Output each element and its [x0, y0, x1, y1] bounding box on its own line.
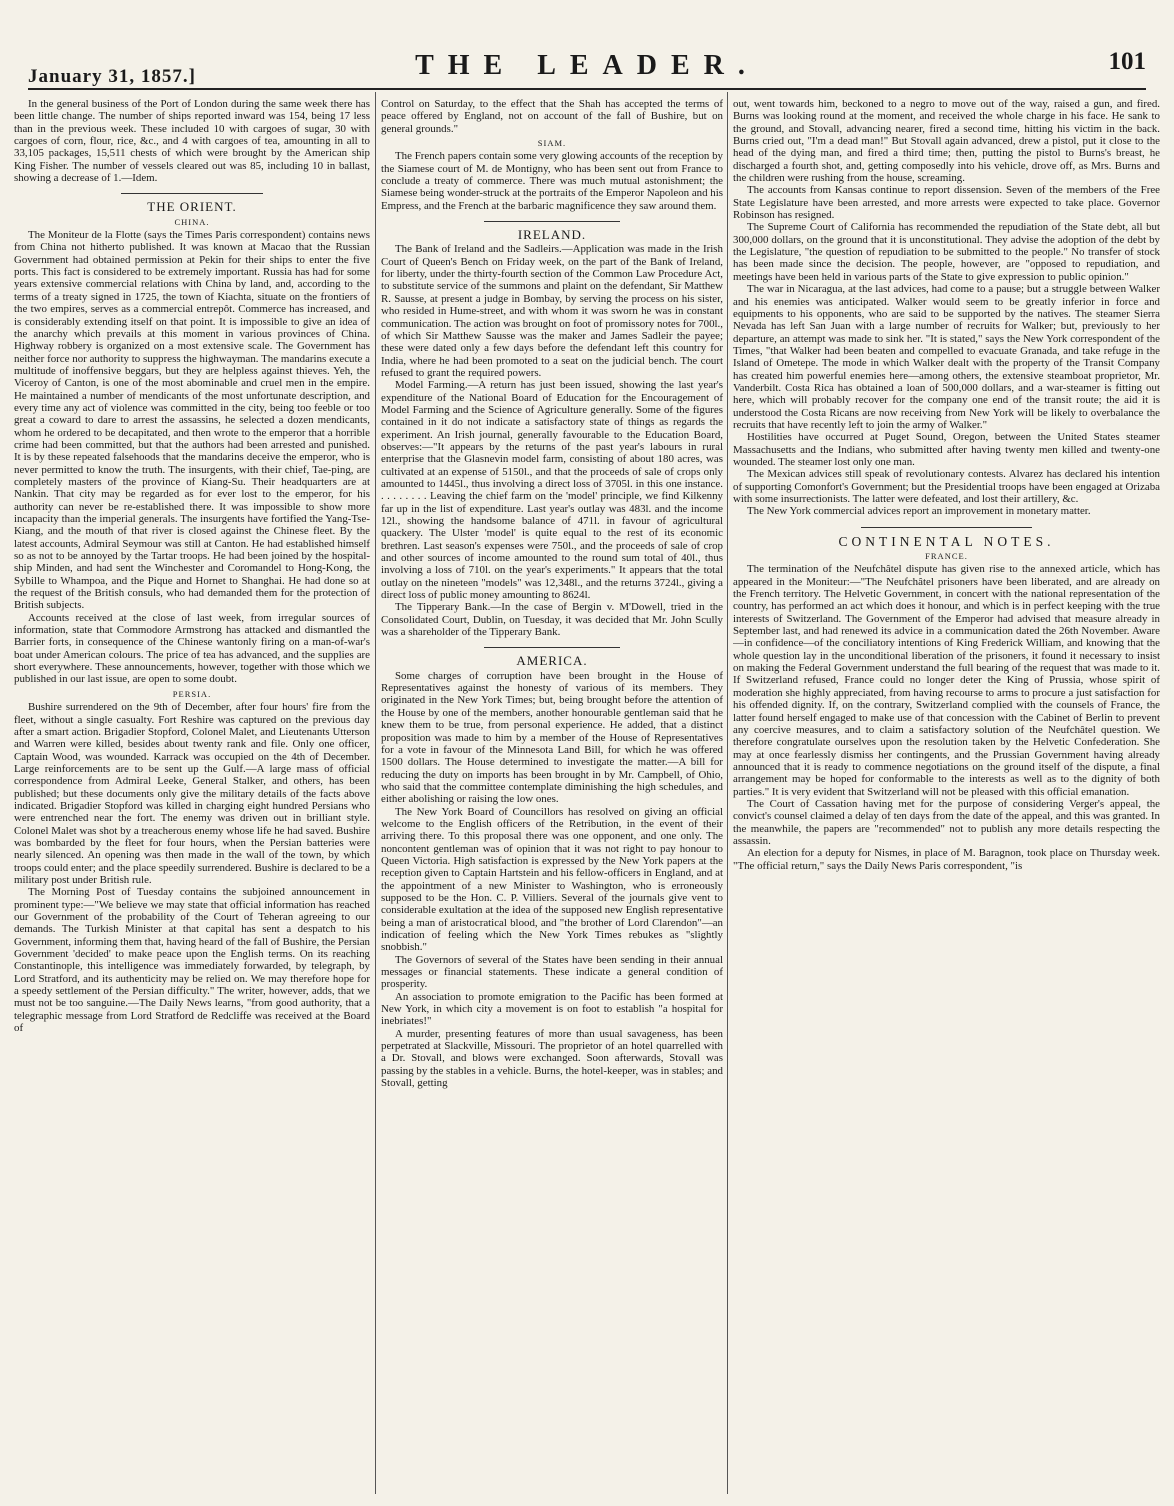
page-number: 101: [1108, 48, 1146, 75]
column-1: [14, 98, 370, 1496]
continued-paragraph: Control on Saturday, to the effect that the Shah has accepted the terms of peace offered by England, not on account of the fall of Bushire, but on general grounds.": [381, 98, 723, 135]
port-of-london-paragraph: In the general business of the Port of London during the same week there has been little change. The number of ships reported inward was 154, being 17 less than in the previous week. These included 10 with cargoes of sugar, 30 with cargoes of corn, flour, rice, &c., and 4 with cargoes of tea, amounting in all to 33,105 packages, 15,511 chests of which were brought by the American ship King Fisher. The number of vessels cleared out was 85, including 10 in ballast, showing a decrease of 1.—Idem.: [14, 98, 370, 185]
section-rule: [121, 193, 263, 194]
column-2: [381, 98, 723, 1496]
newspaper-title: THE LEADER.: [415, 50, 759, 81]
section-rule: [861, 527, 1032, 528]
column-divider: [727, 92, 728, 1494]
continued-paragraph: out, went towards him, beckoned to a negro to move out of the way, raised a gun, and fired. Burns was looking round at the moment, and received the whole charge in his face. He sank to the ground, and Stovall, advancing nearer, fired a second time, hitting his victim in the back. Burns cried out, "I'm a dead man!" But Stovall again advanced, drew a pistol, put it close to the head of the dying man, and fired a third time; then, putting the pistol to Burns's breast, he discharged a fourth shot, and, getting composedly into his vehicle, drove off, as Mrs. Burns and the children were rushing from the house, screaming.: [733, 98, 1160, 185]
article-paragraph: The Bank of Ireland and the Sadleirs.—Application was made in the Irish Court of Queen's Bench on Friday week, on the part of the Bank of Ireland, for liberty, under the thirty-fourth section of the Common Law Procedure Act, to substitute service of the summons and plaint on the defendant, Sir Matthew R. Sausse, at present a judge in Bombay, by serving the process on his sister, who resided in Hume-street, and with whom it was sworn he was in constant communication. The action was brought on foot of promissory notes for 700l., of which Sir Matthew Sausse was the maker and James Sadleir the payee; these were dated only a few days before the defendant left this country for India, where he had been promoted to a seat on the judicial bench. The court refused to grant the required powers.: [381, 243, 723, 379]
article-paragraph: The termination of the Neufchâtel dispute has given rise to the annexed article, which has appeared in the Moniteur:—"The Neufchâtel prisoners have been liberated, and are already on the French territory. The Helvetic Government, in concert with the national representation of the country, has performed an act which does it honour, and which is in perfect keeping with the true interests of Switzerland. The Government of the Emperor had advised that measure already in September last, and had renewed its advice in a communication dated the 26th November. Aware—in confidence—of the conciliatory intentions of King Frederick William, and knowing that the whole question lay in the unconditional liberation of the prisoners, it found it necessary to insist on making the Federal Government understand the full bearing of the request that was made to it. If Switzerland refused, France could no longer deter the King of Prussia, whose spirit of moderation she highly appreciated, from having recourse to arms to procure a just satisfaction for his offended dignity. If, on the contrary, Switzerland complied with the counsels of France, the latter found herself engaged to make use of that concession with the Cabinet of Berlin to prevent any coercive measures, and to claim a satisfactory solution of the Neufchâtel question. We therefore congratulate ourselves upon the resolution taken by the Helvetic Confederation. She may at once fearlessly dismiss her contingents, and the Prussian Government having already announced that it is ready to commence negotiations on the ground itself of the dispute, a final arrangement may be hoped for conformable to the interests as well as to the dignity of both parties." It is very evident that Switzerland will not be pleased with this official emanation.: [733, 563, 1160, 798]
article-paragraph: The Moniteur de la Flotte (says the Times Paris correspondent) contains news from China not hitherto published. It was known at Macao that the Russian Government had obtained permission at Pekin for their ships to enter the five ports. This fact is considered to be extremely important. Russia has had for some years extensive commercial relations with China by land, and, according to the terms of a treaty signed in 1725, the town of Kiachta, situate on the frontiers of the two empires, serves as a commercial entrepôt. Commerce has increased, and is considerably extending itself on that point. It is impossible to give an idea of the anarchy which prevails at this moment in various provinces of China. Highway robbery is organized on a most extensive scale. The Government has neither force nor authority to suppress the highwayman. The mandarins execute a multitude of inoffensive beggars, but they are helpless against thieves. Yeh, the Viceroy of Canton, is one of the most abominable and cruel men in the empire. He maintained a number of mendicants of the most unfortunate description, and every time any act of violence was committed in the city, being too feeble or too great a coward to dare to arrest the assassins, he selected a dozen mendicants, whom he ordered to be decapitated, and then wrote to the emperor that a horrible crime had been committed, but that the authors had been arrested and punished. It is by these repeated falsehoods that the mandarins deceive the emperor, who is never permitted to know the truth. The insurgents, with their chief, Tae-ping, are completely masters of the province of Kiang-Su. Their headquarters are at Nankin. That city may be regarded as for ever lost to the emperor, for his authority can never be re-established there. It was impossible to show more incapacity than the imperial generals. The insurgents have fortified the Yang-Tse-Kiang, and the mouth of that river is closed against the Chinese fleet. By the latest accounts, Admiral Seymour was still at Canton. He had established himself so as not to be annoyed by the Tartar troops. He had been joined by the hospital-ship Minden, and had sent the Winchester and Coromandel to Hong-Kong, the Sybille to Whampoa, and the Pique and Hornet to Shanghai. He had done so at the request of the British consuls, who had demanded them for the protection of British subjects.: [14, 229, 370, 612]
article-paragraph: The Governors of several of the States have been sending in their annual messages or financial statements. These indicate a general condition of prosperity.: [381, 953, 723, 991]
article-paragraph: Hostilities have occurred at Puget Sound, Oregon, between the United States steamer Massachusetts and the Indians, who submitted after having twenty men killed and twenty-one wounded. The steamer lost only one man.: [733, 431, 1160, 468]
section-rule: [484, 221, 621, 222]
article-paragraph: The Tipperary Bank.—In the case of Bergin v. M'Dowell, tried in the Consolidated Court, Dublin, on Tuesday, it was decided that Mr. John Scully was a shareholder of the Tipperary Bank.: [381, 601, 723, 639]
article-paragraph: A murder, presenting features of more than usual savageness, has been perpetrated at Slackville, Missouri. The proprietor of an hotel quarrelled with a Dr. Stovall, and blows were exchanged. Soon afterwards, Stovall was passing by the stables in a vehicle. Burns, the hotel-keeper, was in stables; and Stovall, getting: [381, 1027, 723, 1090]
article-paragraph: Bushire surrendered on the 9th of December, after four hours' fire from the fleet, without a single casualty. Fort Reshire was captured on the previous day after a smart action. Brigadier Stopford, Colonel Malet, and Lieutenants Utterson and Warren were killed, besides about twenty rank and file. Only one officer, Captain Wood, was wounded. Karrack was occupied on the 4th of December. Large reinforcements are to be sent up the Gulf.—A large mass of official correspondence from Admiral Leeke, General Stalker, and others, has been published; but these documents only give the military details of the facts above indicated. Brigadier Stopford was killed in charging eight hundred Persians who were entrenched near the fort. The enemy was driven out in brilliant style. Colonel Malet was shot by a treacherous enemy whose life he had saved. Bushire was bombarded by the fleet for four hours, when the Persian batteries were nearly silenced. An opening was then made in the wall of the town, by which troops could enter; and the place speedily surrendered. Bushire is declared to be a military post under British rule.: [14, 701, 370, 886]
column-3: [733, 98, 1160, 1496]
article-paragraph: An election for a deputy for Nismes, in place of M. Baragnon, took place on Thursday week. "The official return," says the Daily News Paris correspondent, "is: [733, 847, 1160, 872]
subheading-china: CHINA.: [174, 216, 210, 227]
masthead-rule: [28, 88, 1146, 90]
section-heading-continental-notes: CONTINENTAL NOTES.: [838, 533, 1055, 549]
article-paragraph: The Mexican advices still speak of revolutionary contests. Alvarez has declared his intention of supporting Comonfort's Government; but the Presidential troops have been engaged at Orizaba with some insurrectionists. The latter were defeated, and lost their artillery, &c.: [733, 468, 1160, 505]
issue-date: January 31, 1857.]: [28, 66, 196, 87]
article-paragraph: The New York Board of Councillors has resolved on giving an official welcome to the English officers of the Retribution, in the event of their arriving there. To this proposal there was one opponent, and one only. The noncontent gentleman was of opinion that it was not right to pay honour to Queen Victoria. High satisfaction is expressed by the New York papers at the reception given to Captain Hartstein and his fellow-officers in England, and at the appointment of a new Minister to Washington, who is erroneously supposed to be the Hon. C. P. Villiers. Several of the journals give vent to considerable exultation at the idea of the supposed new English representative being a man of aristocratical blood, and "the brother of Lord Clarendon"—an indication of feeling which the New York Times rebukes as "slightly snobbish.": [381, 805, 723, 954]
article-paragraph: The Court of Cassation having met for the purpose of considering Verger's appeal, the convict's counsel claimed a delay of ten days from the date of the appeal, and this was granted. In the meanwhile, the papers are "recommended" not to publish any more details respecting the assassin.: [733, 797, 1160, 847]
subheading-persia: PERSIA.: [172, 688, 212, 699]
section-heading-orient: THE ORIENT.: [147, 199, 237, 215]
section-heading-america: AMERICA.: [516, 653, 588, 669]
article-paragraph: An association to promote emigration to the Pacific has been formed at New York, in which city a movement is on foot to establish "a hospital for inebriates!": [381, 990, 723, 1028]
article-paragraph: Accounts received at the close of last week, from irregular sources of information, state that Commodore Armstrong has attacked and dismantled the Barrier forts, in consequence of the Chinese wantonly firing on a man-of-war's boat under American colours. The price of tea has advanced, and the supplies are short everywhere. These announcements, however, together with those which we published in our last issue, are open to some doubt.: [14, 611, 370, 686]
article-paragraph: The Supreme Court of California has recommended the repudiation of the State debt, all but 300,000 dollars, on the ground that it is unconstitutional. They advise the adoption of the debt by the Legislature, "the question of repudiation to be submitted to the people." No transfer of stock has been made since the decision. The people, however, are "opposed to repudiation, and meetings have been held in various parts of the State to give expression to public opinion.": [733, 221, 1160, 283]
article-paragraph: The Morning Post of Tuesday contains the subjoined announcement in prominent type:—"We believe we may state that official information has reached our Government of the probability of the Court of Teheran agreeing to our demands. The Turkish Minister at that capital has sent a despatch to his Government, informing them that, having heard of the fall of Bushire, the Persian Government 'decided' to make peace upon the English terms. On its reaching Constantinople, this intelligence was immediately forwarded, by telegraph, by Lord Stratford, and its authenticity may be relied on. We may therefore hope for a speedy settlement of the Persian difficulty." The writer, however, adds, that we must not be too sanguine.—The Daily News learns, "from good authority, that a telegraphic message from Lord Stratford de Redcliffe was received at the Board of: [14, 886, 370, 1035]
column-divider: [375, 92, 376, 1494]
article-paragraph: The New York commercial advices report an improvement in monetary matter.: [747, 505, 1091, 518]
article-paragraph: The war in Nicaragua, at the last advices, had come to a pause; but a struggle between Walker and his enemies was anticipated. Walker would seem to be greatly inferior in force and equipments to his opponents, who are said to be supported by the natives. The steamer Sierra Nevada has left San Juan with a large number of recruits for Walker; but, previously to her departure, an attempt was made to sink her. "It is stated," says the New York correspondent of the Times, "that Walker had been beaten and compelled to evacuate Granada, and take refuge in the Island of Ometepe. The mode in which Walker dealt with the property of the Transit Company has created him powerful enemies here—among others, the extensive steamboat proprietor, Mr. Vanderbilt. Costa Rica has obtained a loan of 500,000 dollars, and a war-steamer is fitting out here, which will probably recover for the company one end of the transit route; the aid it is understood the Costa Ricans are now receiving from New York will be likely to overbalance the recruits that have recently left to join the army of Walker.": [733, 283, 1160, 431]
subheading-siam: SIAM.: [537, 138, 567, 149]
masthead: [28, 46, 1146, 90]
article-paragraph: Some charges of corruption have been brought in the House of Representatives against the honesty of various of its members. They originated in the New York Times; but, being brought before the attention of the House by one of the members, another honourable gentleman said that he knew them to be true, from personal experience. He added, that a distinct proposition was made to him by a member of the House of Representatives for a vote in favour of the Minnesota Land Bill, for which he was offered 1500 dollars. The House determined to investigate the matter.—A bill for reducing the duty on imports has been brought in by Mr. Campbell, of Ohio, who said that the committee contemplate diminishing the high schedules, and either abolishing or raising the low ones.: [381, 669, 723, 806]
subheading-france: FRANCE.: [925, 551, 968, 562]
section-rule: [484, 647, 621, 648]
article-paragraph: The French papers contain some very glowing accounts of the reception by the Siamese court of M. de Montigny, who has been sent out from France to conclude a treaty of commerce. There was much mutual astonishment; the Siamese being wonder-struck at the portraits of the Emperor Napoleon and his Empress, and the French at the barbaric magnificence they saw around them.: [381, 150, 723, 212]
section-heading-ireland: IRELAND.: [517, 227, 587, 243]
article-paragraph: The accounts from Kansas continue to report dissension. Seven of the members of the Free State Legislature have been arrested, and more arrests were expected to take place. Governor Robinson has resigned.: [733, 184, 1160, 222]
article-paragraph: Model Farming.—A return has just been issued, showing the last year's expenditure of the National Board of Education for the Encouragement of Model Farming and the Science of Agriculture generally. Some of the figures contained in it do not indicate a satisfactory state of things as regards the experiment. An Irish journal, generally favourable to the Education Board, observes:—"It appears by the returns of the past year's labours in rural enterprise that the Glasnevin model farm, consisting of about 180 acres, was cultivated at an expense of 5150l., and that the proceeds of sale of crops only amounted to 1445l., thus involving a direct loss of 3705l. in this one instance. . . . . . . . . Leaving the chief farm on the 'model' principle, we find Kilkenny far up in the list of expenditure. Last year's outlay was 483l. and the income 12l., showing the handsome balance of 471l. in favour of agricultural quackery. The Ulster 'model' is quite equal to the rest of its economic brethren. Last season's expenses were 750l., and the proceeds of sale of crop and other sources of income amounted to the round sum total of 40l., thus involving a loss of 710l. on the year's experiments." It appears that the total outlay on the nineteen "models" was 12,348l., and the returns 3724l., giving a direct loss of public money amounting to 8624l.: [381, 379, 723, 602]
